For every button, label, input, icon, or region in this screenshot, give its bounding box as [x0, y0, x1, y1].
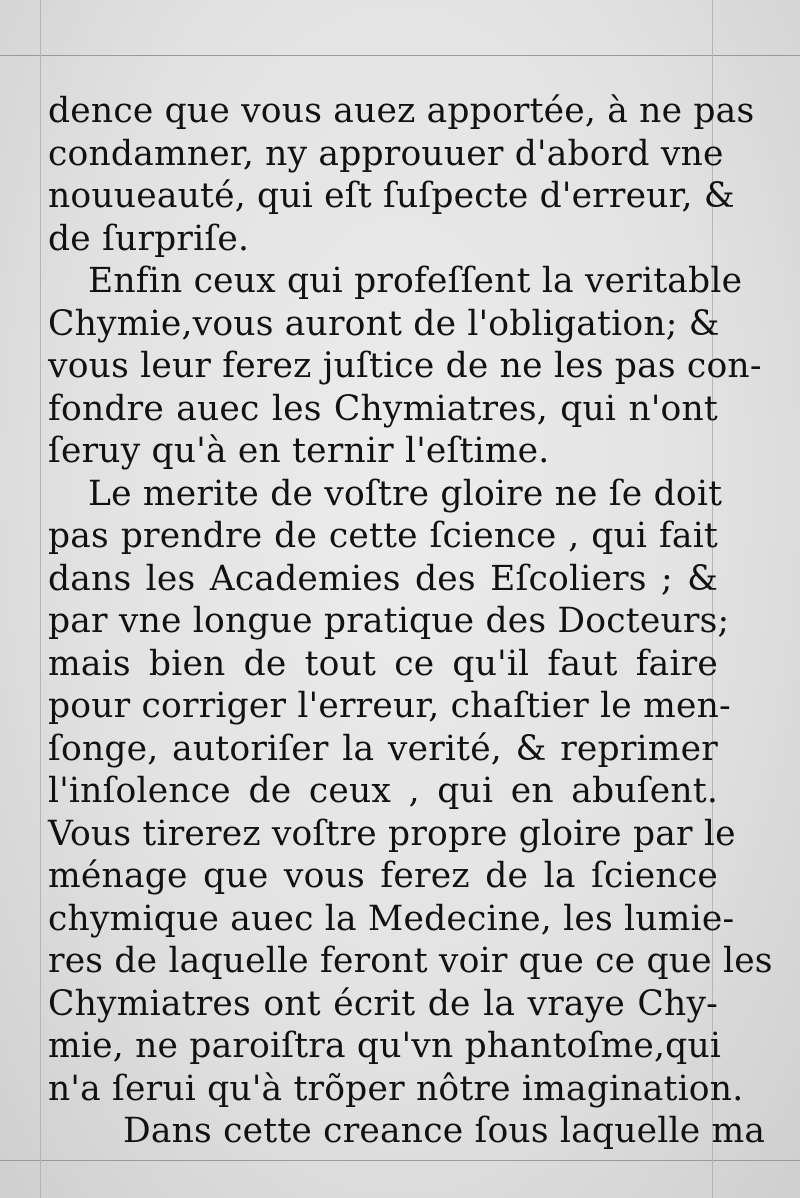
text-line: Enfin ceux qui profeſſent la veritable [88, 261, 743, 301]
text-line: fondre auec les Chymiatres, qui n'ont [48, 388, 718, 429]
text-line: pas prendre de cette ſcience , qui fait [48, 516, 718, 556]
scan-rule-left [40, 0, 41, 1198]
text-line: mie, ne paroiſtra qu'vn phantoſme,qui [48, 1026, 722, 1066]
text-line: de ſurpriſe. [48, 218, 250, 259]
text-line: dence que vous auez apportée, à ne pas [48, 91, 755, 131]
text-line: n'a ſerui qu'à trõper nôtre imagination. [48, 1068, 744, 1109]
text-line: pour corriger l'erreur, chaſtier le men- [48, 686, 731, 726]
text-line: dans les Academies des Eſcoliers ; & [48, 558, 718, 599]
text-line: Vous tirerez voſtre propre gloire par le [48, 813, 736, 854]
scan-rule-bottom [0, 1160, 800, 1161]
text-line: vous leur ferez juſtice de ne les pas con- [48, 346, 762, 386]
text-line: l'inſolence de ceux , qui en abuſent. [48, 771, 718, 811]
text-line: par vne longue pratique des Docteurs; [48, 601, 730, 641]
scan-rule-top [0, 55, 800, 56]
text-line: nouueauté, qui eſt ſuſpecte d'erreur, & [48, 176, 735, 216]
text-line: ſeruy qu'à en ternir l'eſtime. [48, 431, 550, 471]
page-text [48, 90, 773, 1153]
text-line: Chymie,vous auront de l'obligation; & [48, 303, 720, 344]
text-line: ſonge, autoriſer la verité, & reprimer [48, 728, 718, 769]
text-line: mais bien de tout ce qu'il faut faire [48, 643, 718, 684]
text-line: condamner, ny approuuer d'abord vne [48, 133, 724, 174]
text-line: Dans cette creance ſous laquelle ma [123, 1111, 766, 1151]
text-line: Le merite de voſtre gloire ne ſe doit [88, 473, 723, 514]
text-line: chymique auec la Medecine, les lumie- [48, 898, 735, 939]
text-line: Chymiatres ont écrit de la vraye Chy- [48, 983, 718, 1024]
text-line: res de laquelle feront voir que ce que les [48, 941, 773, 981]
text-line: ménage que vous ferez de la ſcience [48, 856, 718, 896]
